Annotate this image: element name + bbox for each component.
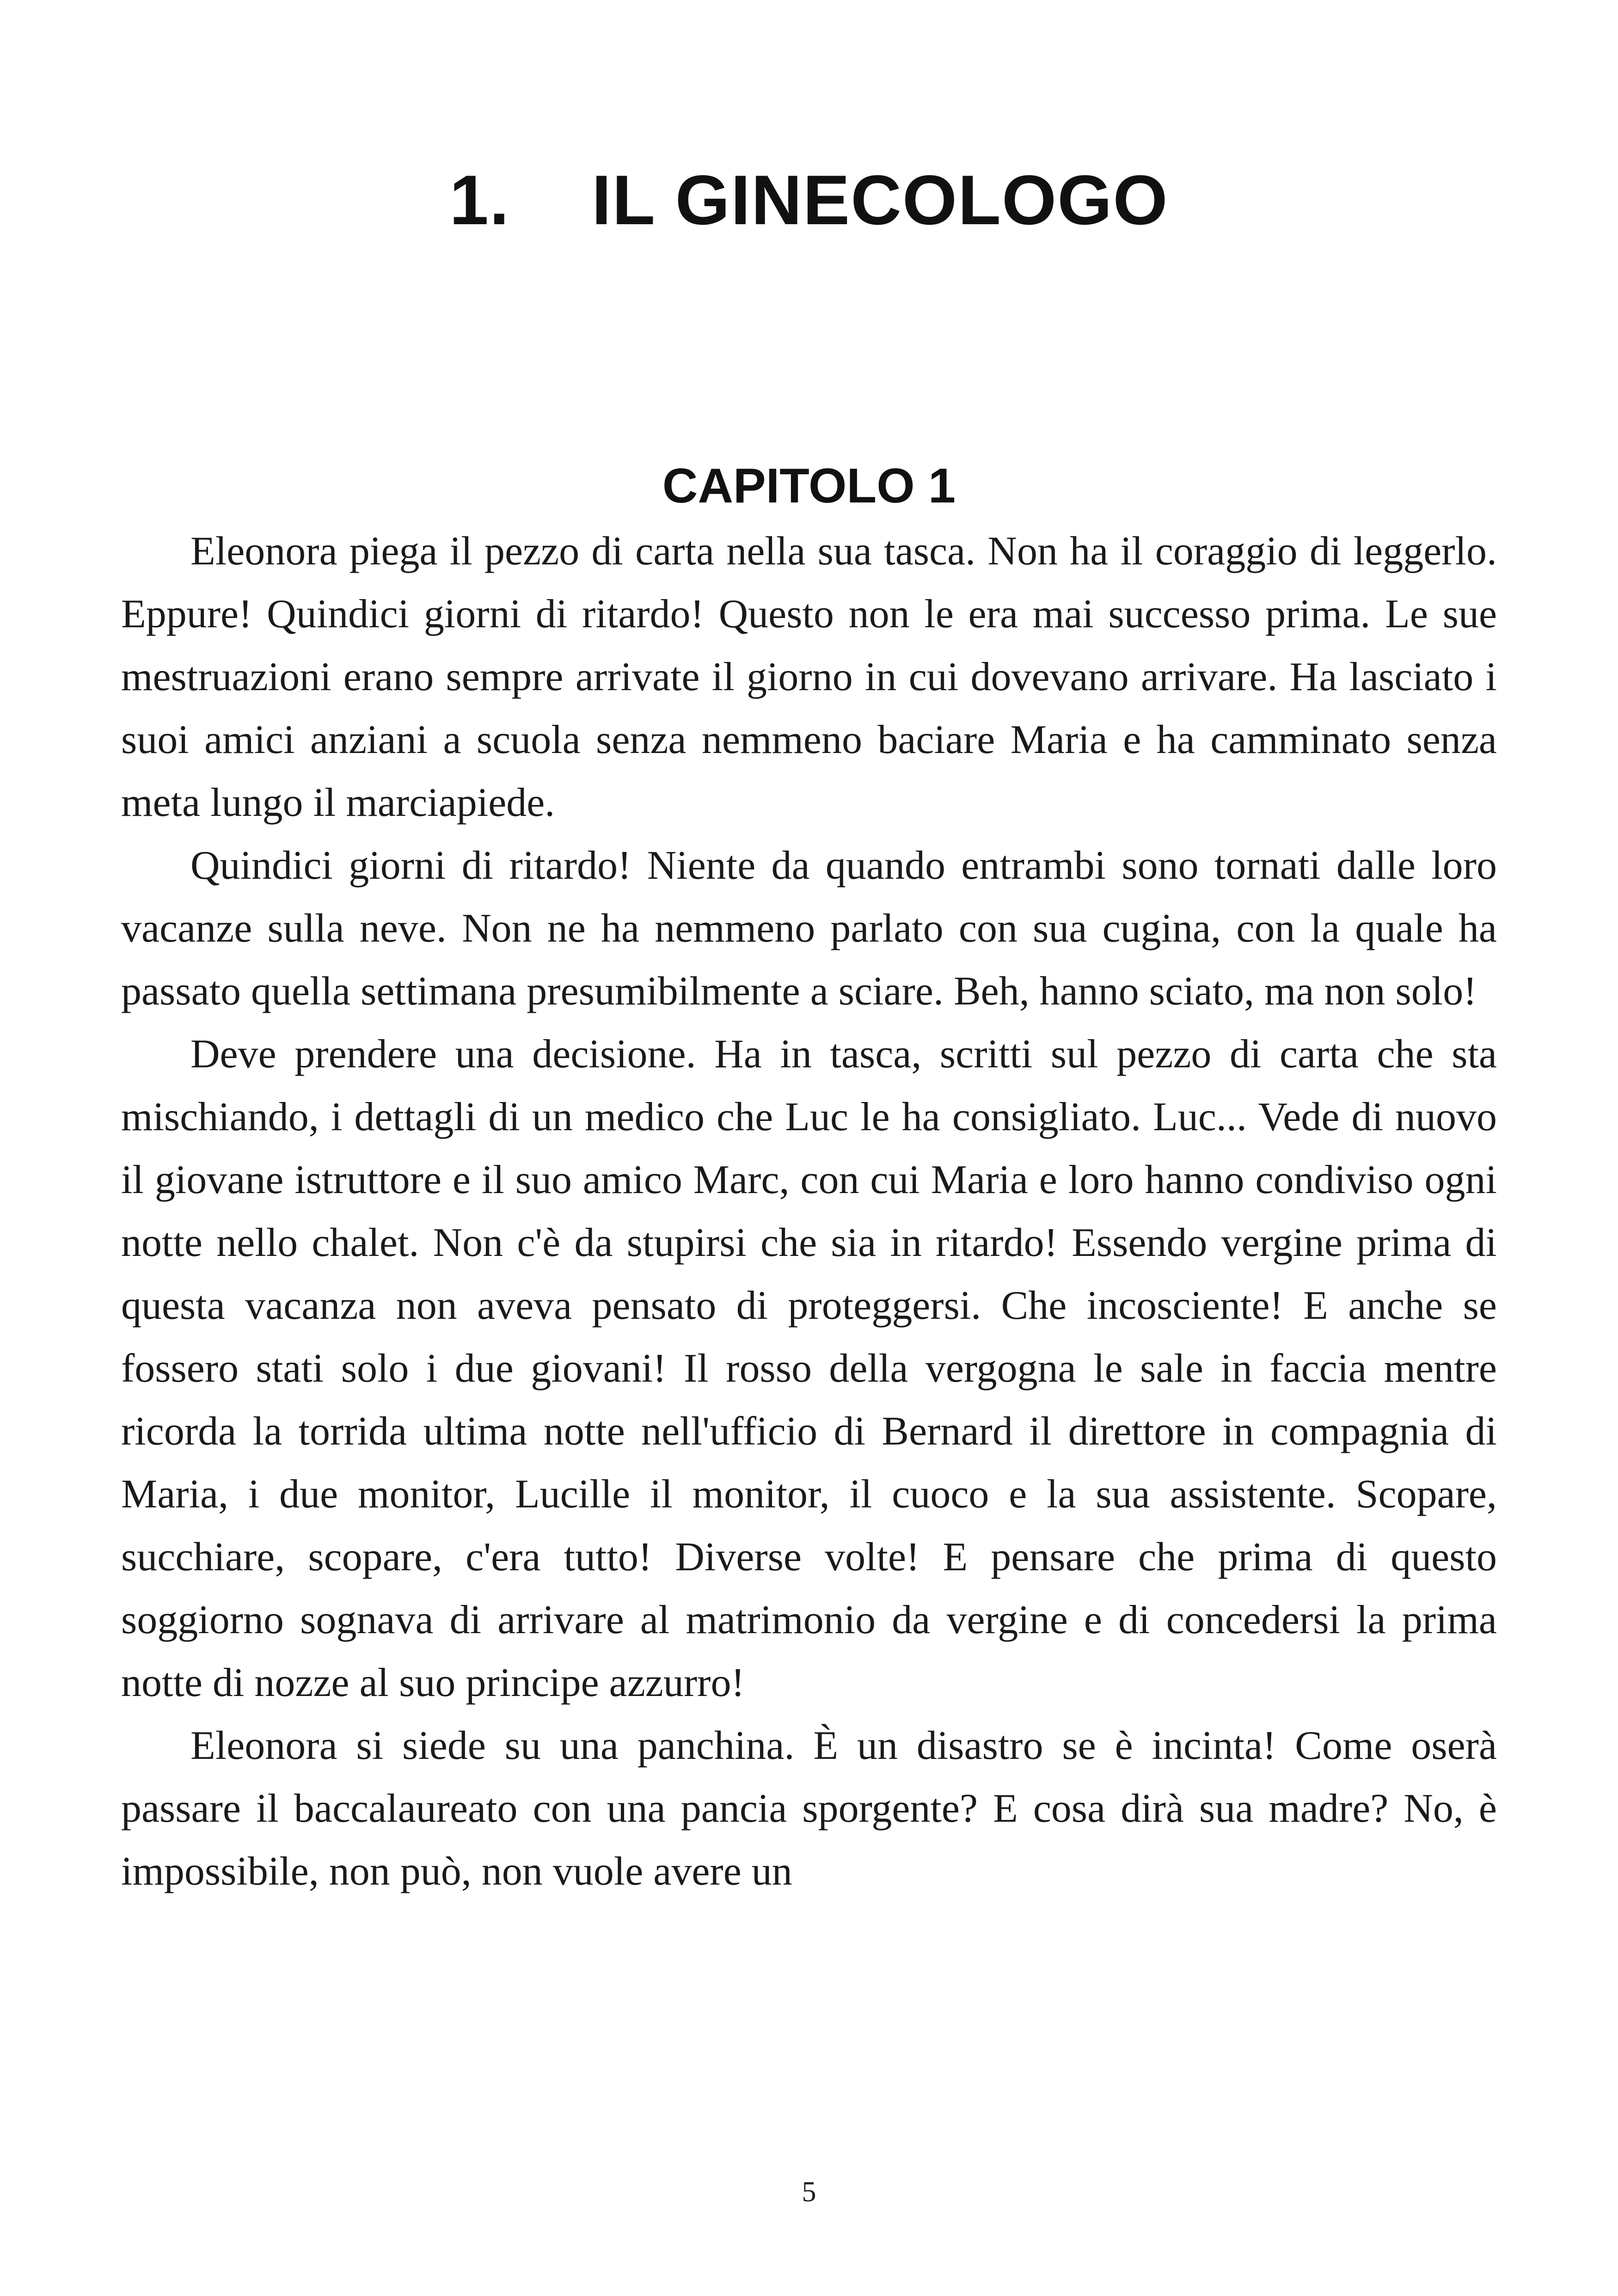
page-number: 5 (802, 2176, 816, 2208)
chapter-title: CAPITOLO 1 (662, 458, 956, 513)
chapter-body (121, 520, 1497, 1903)
part-title: 1. IL GINECOLOGO (449, 160, 1169, 239)
paragraph: Deve prendere una decisione. Ha in tasca, scritti sul pezzo di carta che sta mischiando, i dettagli di un medico che Luc le ha consigliato. Luc... Vede di nuovo il giovane istruttore e il suo amico Marc, con cui Maria e loro hanno condiviso ogni notte nello chalet. Non c'è da stupirsi che sia in ritardo! Essendo vergine prima di questa vacanza non aveva pensato di proteggersi. Che incosciente! E anche se fossero stati solo i due giovani! Il rosso della vergogna le sale in faccia mentre ricorda la torrida ultima notte nell'ufficio di Bernard il direttore in compagnia di Maria, i due monitor, Lucille il monitor, il cuoco e la sua assistente. Scopare, succhiare, scopare, c'era tutto! Diverse volte! E pensare che prima di questo soggiorno sognava di arrivare al matrimonio da vergine e di concedersi la prima notte di nozze al suo principe azzurro! (121, 1032, 1497, 1705)
paragraph: Quindici giorni di ritardo! Niente da quando entrambi sono tornati dalle loro vacanze sulla neve. Non ne ha nemmeno parlato con sua cugina, con la quale ha passato quella settimana presumibilmente a sciare. Beh, hanno sciato, ma non solo! (121, 843, 1497, 1014)
paragraph: Eleonora piega il pezzo di carta nella sua tasca. Non ha il coraggio di leggerlo. Eppure! Quindici giorni di ritardo! Questo non le era mai successo prima. Le sue mestruazioni erano sempre arrivate il giorno in cui dovevano arrivare. Ha lasciato i suoi amici anziani a scuola senza nemmeno baciare Maria e ha camminato senza meta lungo il marciapiede. (121, 529, 1497, 825)
paragraph: Eleonora si siede su una panchina. È un disastro se è incinta! Come oserà passare il baccalaureato con una pancia sporgente? E cosa dirà sua madre? No, è impossibile, non può, non vuole avere un (121, 1723, 1497, 1894)
